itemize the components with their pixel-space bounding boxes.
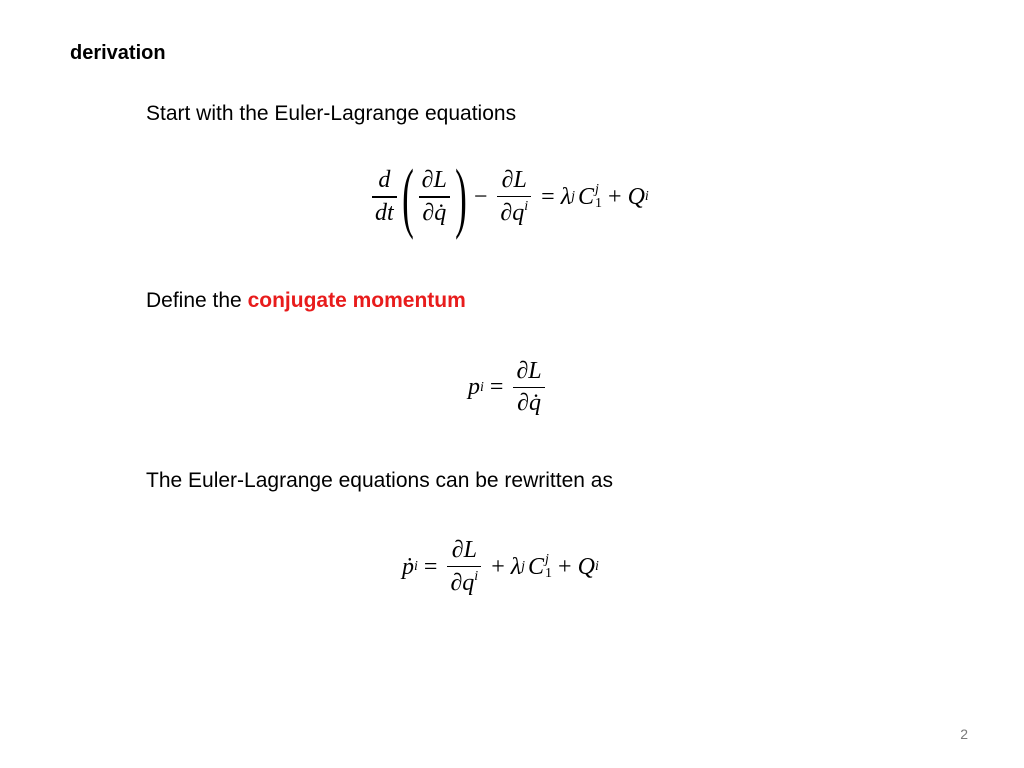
dL-dqdot-fraction <box>419 167 450 226</box>
denominator: $\partial q^i$ <box>500 199 529 227</box>
numerator: ∂L <box>501 166 527 193</box>
rewritten-text: The Euler-Lagrange equations can be rewritten as <box>146 469 613 492</box>
lambda-symbol: λ <box>510 553 522 580</box>
d-dt-fraction <box>372 167 397 226</box>
constraint-C: C <box>528 553 545 580</box>
subscript-j: j <box>571 189 575 204</box>
plus-sign: + <box>491 553 505 580</box>
define-text <box>146 289 466 313</box>
equals-sign: = <box>541 183 555 210</box>
constraint-C: C <box>578 183 595 210</box>
slide-heading: derivation <box>70 42 166 64</box>
force-Q: Q <box>577 553 595 580</box>
momentum-p: p <box>468 374 480 401</box>
subscript-j: j <box>521 559 526 575</box>
numerator: ∂L <box>451 537 477 563</box>
equals-sign: = <box>423 553 438 580</box>
C-indices: j 1 <box>545 552 553 582</box>
numerator: ∂L <box>421 167 447 194</box>
denominator: ∂q̇ <box>517 390 541 417</box>
right-paren: ) <box>455 153 467 240</box>
equals-sign: = <box>489 374 504 401</box>
page-number: 2 <box>960 726 968 742</box>
conjugate-momentum-equation <box>468 358 549 417</box>
plus-sign-2: + <box>558 553 572 580</box>
euler-lagrange-equation <box>368 153 649 240</box>
force-Q: Q <box>627 183 645 210</box>
lambda-symbol: λ <box>560 183 572 210</box>
intro-text: Start with the Euler-Lagrange equations <box>146 102 517 125</box>
numerator: d <box>378 167 391 194</box>
denominator: dt <box>375 199 394 226</box>
subscript-i: i <box>414 559 418 575</box>
momentum-derivative: ṗ <box>402 553 414 580</box>
dL-dqdot-fraction <box>513 358 544 417</box>
subscript-i: i <box>644 189 649 204</box>
minus-sign: − <box>473 183 488 210</box>
denominator: $\partial q^i$ <box>450 569 479 597</box>
C-indices: j 1 <box>595 182 603 211</box>
numerator: ∂L <box>516 358 542 384</box>
dL-dq-fraction <box>447 537 481 597</box>
dL-dq-fraction <box>497 167 531 227</box>
left-paren: ( <box>401 153 414 240</box>
subscript-i: i <box>480 379 484 395</box>
rewritten-equation <box>402 537 599 597</box>
subscript-i: i <box>594 559 599 575</box>
denominator: ∂q̇ <box>422 199 447 226</box>
conjugate-momentum-highlight: conjugate momentum <box>247 289 466 312</box>
define-prefix: Define the <box>146 289 248 312</box>
plus-sign: + <box>608 183 622 210</box>
